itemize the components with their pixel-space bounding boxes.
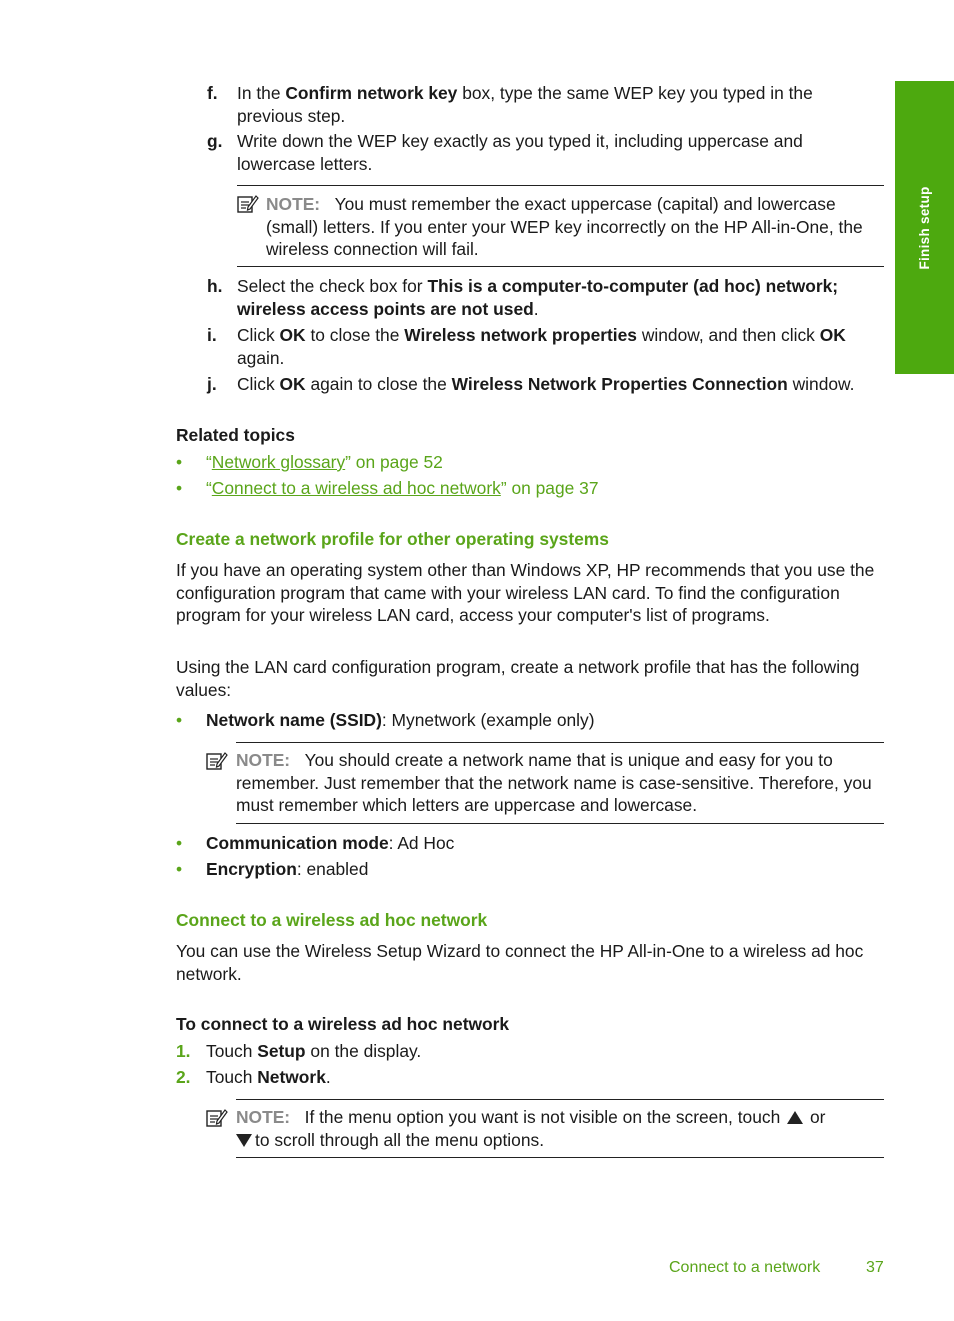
- page-number: 37: [866, 1259, 884, 1276]
- related-topics-title: Related topics: [176, 425, 295, 445]
- down-arrow-icon: [236, 1134, 252, 1147]
- step-letter-h: h.: [207, 276, 223, 296]
- step-h-text: Select the check box for This is a computer-to-computer (ad hoc) network; wireless access points are not used.: [237, 276, 839, 319]
- value-encryption: Encryption: enabled: [206, 859, 369, 879]
- note-icon: [237, 194, 259, 214]
- side-tab: [895, 81, 954, 374]
- note-icon: [206, 751, 228, 771]
- note-icon: [206, 1108, 228, 1128]
- section-heading-network-profile: Create a network profile for other operating systems: [176, 529, 609, 549]
- note-wep-text: NOTE: You must remember the exact uppercase (capital) and lowercase (small) letters. If you enter your WEP key incorrectly on the HP All-in-One, the wireless connection will fail.: [266, 194, 863, 259]
- bullet: •: [176, 478, 183, 498]
- procedure-title: To connect to a wireless ad hoc network: [176, 1014, 510, 1034]
- section2-paragraph: You can use the Wireless Setup Wizard to connect the HP All-in-One to a wireless ad hoc network.: [176, 941, 864, 984]
- side-tab-label: Finish setup: [916, 185, 932, 270]
- note-scroll-text: NOTE: If the menu option you want is not visible on the screen, touch or to scroll through all the menu options.: [236, 1107, 826, 1150]
- related-item-connect-adhoc: “Connect to a wireless ad hoc network” on page 37: [206, 478, 599, 498]
- bullet: •: [176, 452, 183, 472]
- step-i-text: Click OK to close the Wireless network properties window, and then click OK again.: [237, 325, 846, 368]
- step-letter-g: g.: [207, 131, 223, 151]
- bullet: •: [176, 710, 183, 730]
- step-letter-f: f.: [207, 83, 218, 103]
- step-f-text: In the Confirm network key box, type the same WEP key you typed in the previous step.: [237, 83, 813, 126]
- value-network-name: Network name (SSID): Mynetwork (example only): [206, 710, 595, 730]
- step-g-text: Write down the WEP key exactly as you typed it, including uppercase and lowercase letters.: [237, 131, 803, 174]
- section1-paragraph-2: Using the LAN card configuration program, create a network profile that has the following values:: [176, 657, 860, 700]
- step-number-1: 1.: [176, 1041, 191, 1061]
- step-number-2: 2.: [176, 1067, 191, 1087]
- step-j-text: Click OK again to close the Wireless Network Properties Connection window.: [237, 374, 855, 394]
- footer-section-title: Connect to a network: [669, 1259, 821, 1276]
- link-network-glossary[interactable]: Network glossary: [211, 452, 346, 472]
- bullet: •: [176, 859, 183, 879]
- link-connect-adhoc[interactable]: Connect to a wireless ad hoc network: [211, 478, 501, 498]
- up-arrow-icon: [787, 1111, 803, 1124]
- section-heading-connect-adhoc: Connect to a wireless ad hoc network: [176, 910, 488, 930]
- procedure-step-1: Touch Setup on the display.: [206, 1041, 422, 1061]
- note-network-name-text: NOTE: You should create a network name that is unique and easy for you to remember. Just remember that the network name is case-sensitive. Therefore, you must remember which letters are uppercase and lowercase.: [236, 750, 872, 815]
- section1-paragraph-1: If you have an operating system other than Windows XP, HP recommends that you use the configuration program that came with your wireless LAN card. To find the configuration program for your wireless LAN card, access your computer's list of programs.: [176, 560, 875, 625]
- procedure-step-2: Touch Network.: [206, 1067, 331, 1087]
- related-item-network-glossary: “Network glossary” on page 52: [206, 452, 443, 472]
- step-letter-i: i.: [207, 325, 217, 345]
- value-communication-mode: Communication mode: Ad Hoc: [206, 833, 455, 853]
- step-letter-j: j.: [207, 374, 217, 394]
- bullet: •: [176, 833, 183, 853]
